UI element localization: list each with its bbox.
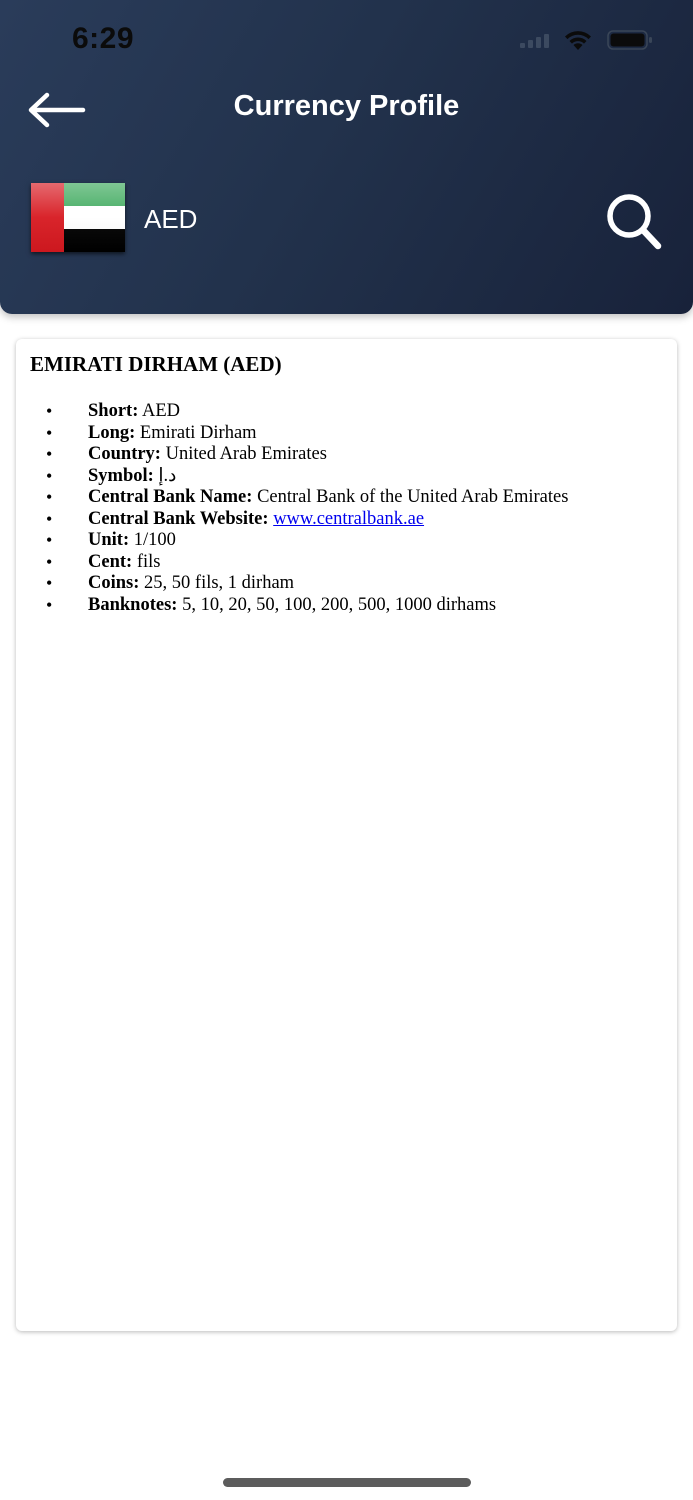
field-value: Central Bank of the United Arab Emirates <box>257 487 569 507</box>
search-button[interactable] <box>603 190 663 252</box>
field-label: Central Bank Website: <box>88 508 269 529</box>
search-icon <box>603 190 663 252</box>
list-item <box>16 530 677 552</box>
field-label: Coins: <box>88 573 140 593</box>
field-value: 5, 10, 20, 50, 100, 200, 500, 1000 dirhams <box>182 594 497 615</box>
wifi-icon <box>563 29 593 51</box>
list-item <box>16 466 677 488</box>
currency-full-name: EMIRATI DIRHAM (AED) <box>30 352 282 376</box>
home-indicator[interactable] <box>223 1478 471 1487</box>
field-value: Emirati Dirham <box>139 422 257 443</box>
list-item <box>16 444 677 466</box>
currency-details-list <box>16 401 677 616</box>
central-bank-website-link[interactable]: www.centralbank.ae <box>273 508 425 529</box>
page-title: Currency Profile <box>233 90 460 122</box>
app-header <box>0 0 693 314</box>
list-item <box>16 595 677 617</box>
list-item <box>16 573 677 595</box>
field-label: Banknotes: <box>88 594 178 615</box>
field-value: 1/100 <box>133 530 176 550</box>
list-item <box>16 487 677 509</box>
cellular-signal-icon <box>520 32 549 48</box>
field-label: Central Bank Name: <box>88 487 253 507</box>
field-value: د.إ <box>158 465 177 486</box>
list-item <box>16 401 677 423</box>
list-item <box>16 509 677 531</box>
field-value: AED <box>141 401 181 421</box>
currency-info-card <box>16 339 677 1331</box>
currency-code: AED <box>144 204 198 234</box>
field-label: Cent: <box>88 551 133 572</box>
field-value: United Arab Emirates <box>165 444 327 464</box>
field-label: Long: <box>88 422 136 443</box>
status-indicators <box>520 26 653 54</box>
field-label: Country: <box>88 444 161 464</box>
field-value: fils <box>136 551 161 572</box>
field-label: Unit: <box>88 530 130 550</box>
field-label: Short: <box>88 401 139 421</box>
field-label: Symbol: <box>88 465 154 486</box>
list-item <box>16 552 677 574</box>
status-time: 6:29 <box>72 22 135 55</box>
list-item <box>16 423 677 445</box>
field-value: 25, 50 fils, 1 dirham <box>144 573 295 593</box>
uae-flag-icon <box>31 183 125 252</box>
battery-icon <box>607 29 653 51</box>
